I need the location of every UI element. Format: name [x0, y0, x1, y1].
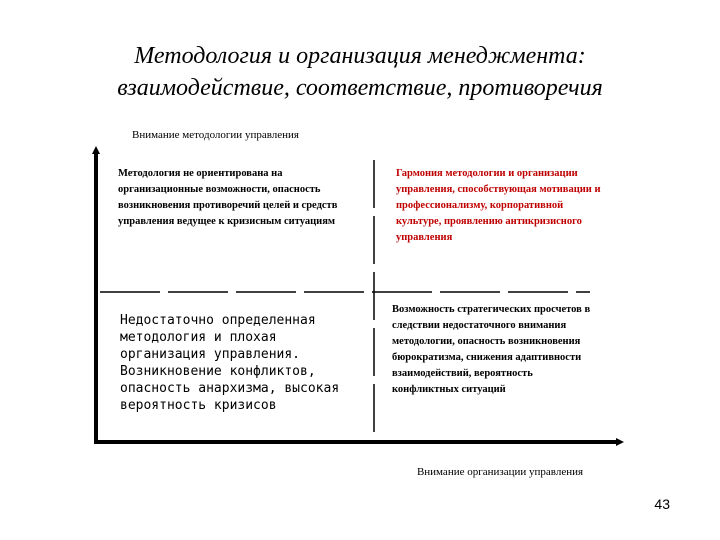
title-line-2: взаимодействие, соответствие, противоречия	[117, 75, 603, 101]
page-number: 43	[654, 496, 670, 512]
quadrant-bottom-right: Возможность стратегических просчетов в следствии недостаточного внимания методологии, опасность возникновения бюрократизма, снижения адаптивности взаимодействий, вероятность конфликтных ситуаций	[392, 304, 591, 395]
quadrant-top-right: Гармония методологии и организации управления, способствующая мотивации и профессионализму, корпоративной культуре, проявлению антикризисного управления	[396, 168, 601, 243]
x-axis-label: Внимание организации управления	[416, 466, 584, 478]
quadrant-bottom-left: Недостаточно определенная методология и плохая организация управления. Возникновение конфликтов, опасность анархизма, высокая вероятность кризисов	[120, 313, 340, 413]
title-line-1: Методология и организация менеджмента:	[134, 43, 586, 69]
quadrant-top-left: Методология не ориентирована на организационные возможности, опасность возникновения противоречий целей и средств управления ведущее к кризисным ситуациям	[118, 168, 338, 227]
y-axis-label: Внимание методологии управления	[132, 129, 299, 141]
